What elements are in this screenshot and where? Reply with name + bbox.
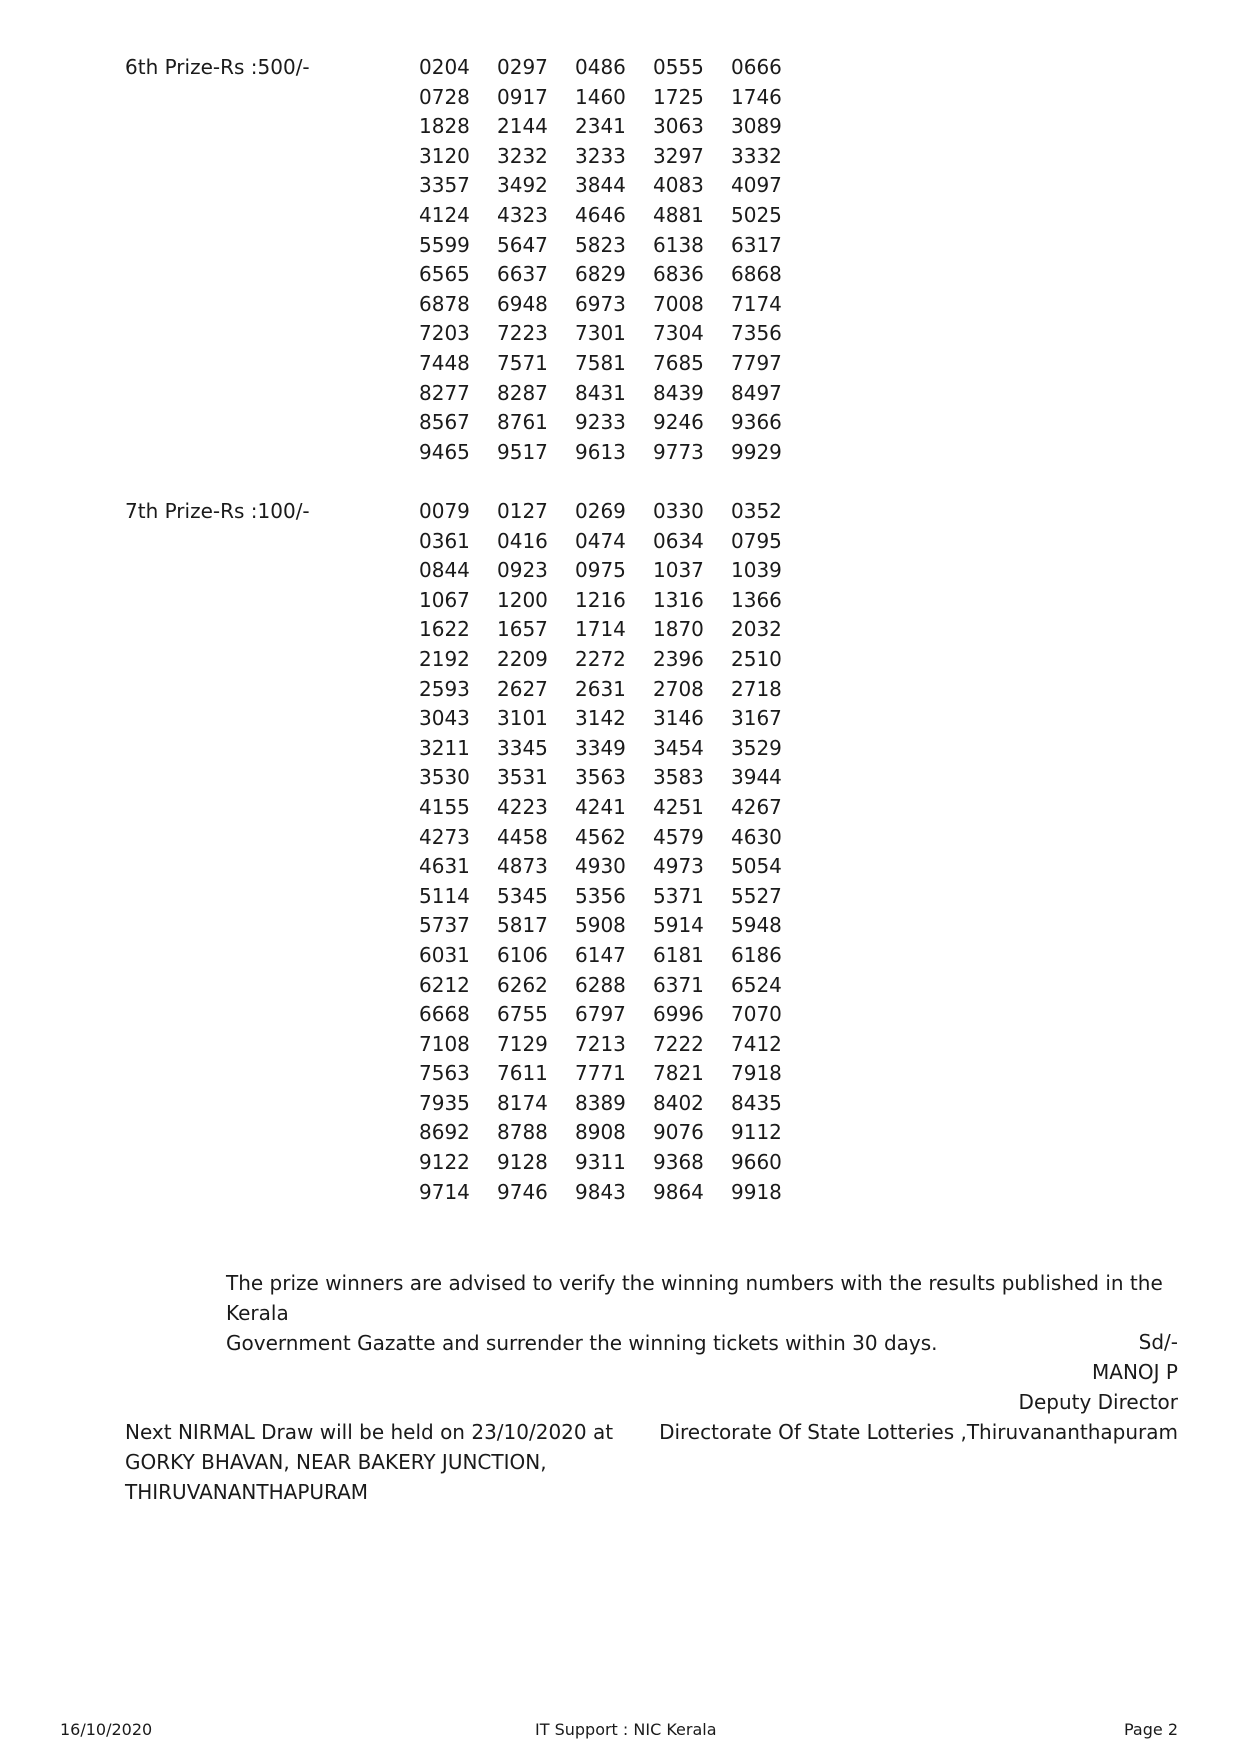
winning-number: 8788 — [497, 1120, 548, 1145]
number-row — [419, 675, 809, 705]
winning-number: 6836 — [653, 262, 704, 287]
winning-number: 1039 — [731, 558, 782, 583]
winning-number: 3089 — [731, 114, 782, 139]
winning-number: 0923 — [497, 558, 548, 583]
winning-number: 9233 — [575, 410, 626, 435]
winning-number: 0352 — [731, 499, 782, 523]
winning-number: 8431 — [575, 380, 626, 405]
winning-number: 1200 — [497, 587, 548, 612]
number-row — [419, 941, 809, 971]
winning-number: 5527 — [731, 883, 782, 908]
winning-number: 7611 — [497, 1061, 548, 1086]
winning-number: 9918 — [731, 1179, 782, 1204]
winning-number: 6948 — [497, 291, 548, 316]
winning-number: 0204 — [419, 55, 470, 79]
winning-number: 0634 — [653, 528, 704, 553]
winning-numbers-grid — [419, 497, 809, 1207]
winning-number: 7222 — [653, 1031, 704, 1056]
winning-number: 4155 — [419, 794, 470, 819]
number-row — [419, 260, 809, 290]
winning-number: 9613 — [575, 439, 626, 464]
winning-number: 6106 — [497, 942, 548, 967]
signature-sd: Sd/- — [1138, 1330, 1178, 1354]
winning-number: 9746 — [497, 1179, 548, 1204]
winning-number: 4267 — [731, 794, 782, 819]
footer-page-number: Page 2 — [1124, 1720, 1178, 1739]
winning-number: 1460 — [575, 84, 626, 109]
winning-number: 4241 — [575, 794, 626, 819]
winning-number: 3120 — [419, 143, 470, 168]
winning-number: 5823 — [575, 232, 626, 257]
number-row — [419, 704, 809, 734]
winning-number: 3563 — [575, 765, 626, 790]
winning-number: 8435 — [731, 1090, 782, 1115]
winning-number: 8277 — [419, 380, 470, 405]
winning-number: 5025 — [731, 202, 782, 227]
winning-number: 6371 — [653, 972, 704, 997]
winning-number: 3232 — [497, 143, 548, 168]
winning-number: 7821 — [653, 1061, 704, 1086]
winning-number: 1725 — [653, 84, 704, 109]
winning-number: 7356 — [731, 321, 782, 346]
number-row — [419, 852, 809, 882]
winning-number: 3529 — [731, 735, 782, 760]
number-row — [419, 1148, 809, 1178]
winning-number: 7213 — [575, 1031, 626, 1056]
number-row — [419, 1000, 809, 1030]
number-row — [419, 290, 809, 320]
winning-number: 2144 — [497, 114, 548, 139]
prize-label: 6th Prize-Rs :500/- — [125, 55, 310, 79]
number-row — [419, 586, 809, 616]
winning-number: 1828 — [419, 114, 470, 139]
winning-number: 6147 — [575, 942, 626, 967]
signatory-designation: Deputy Director — [1018, 1390, 1178, 1414]
winning-number: 7008 — [653, 291, 704, 316]
number-row — [419, 231, 809, 261]
winning-number: 5914 — [653, 913, 704, 938]
winning-number: 9465 — [419, 439, 470, 464]
number-row — [419, 438, 809, 468]
winning-number: 6288 — [575, 972, 626, 997]
winning-number: 3297 — [653, 143, 704, 168]
winning-number: 1870 — [653, 617, 704, 642]
winning-number: 6565 — [419, 262, 470, 287]
winning-number: 4881 — [653, 202, 704, 227]
winning-number: 0975 — [575, 558, 626, 583]
winning-number: 0666 — [731, 55, 782, 79]
winning-number: 8287 — [497, 380, 548, 405]
winning-number: 5737 — [419, 913, 470, 938]
winning-numbers-grid — [419, 53, 809, 467]
winning-number: 9368 — [653, 1150, 704, 1175]
winning-number: 9366 — [731, 410, 782, 435]
number-row — [419, 527, 809, 557]
winning-number: 0728 — [419, 84, 470, 109]
number-row — [419, 112, 809, 142]
number-row — [419, 408, 809, 438]
signatory-office: Directorate Of State Lotteries ,Thiruvananthapuram — [659, 1420, 1178, 1444]
winning-number: 2708 — [653, 676, 704, 701]
winning-number: 1037 — [653, 558, 704, 583]
next-draw-info — [125, 1417, 613, 1507]
winning-number: 6996 — [653, 1002, 704, 1027]
winning-number: 8692 — [419, 1120, 470, 1145]
winning-number: 7304 — [653, 321, 704, 346]
winning-number: 2718 — [731, 676, 782, 701]
winning-number: 9112 — [731, 1120, 782, 1145]
winning-number: 4973 — [653, 854, 704, 879]
winning-number: 3583 — [653, 765, 704, 790]
winning-number: 0330 — [653, 499, 704, 523]
winning-number: 0917 — [497, 84, 548, 109]
winning-number: 7685 — [653, 350, 704, 375]
number-row — [419, 379, 809, 409]
winning-number: 3063 — [653, 114, 704, 139]
winning-number: 0297 — [497, 55, 548, 79]
number-row — [419, 349, 809, 379]
winning-number: 5356 — [575, 883, 626, 908]
number-row — [419, 83, 809, 113]
next-draw-venue: GORKY BHAVAN, NEAR BAKERY JUNCTION, — [125, 1450, 547, 1474]
number-row — [419, 556, 809, 586]
winning-number: 9246 — [653, 410, 704, 435]
winning-number: 4646 — [575, 202, 626, 227]
winning-number: 6317 — [731, 232, 782, 257]
winning-number: 7108 — [419, 1031, 470, 1056]
winning-number: 5948 — [731, 913, 782, 938]
footer-date: 16/10/2020 — [60, 1720, 153, 1739]
winning-number: 9714 — [419, 1179, 470, 1204]
winning-number: 3211 — [419, 735, 470, 760]
winning-number: 7203 — [419, 321, 470, 346]
winning-number: 7301 — [575, 321, 626, 346]
winning-number: 0474 — [575, 528, 626, 553]
number-row — [419, 734, 809, 764]
winning-number: 8497 — [731, 380, 782, 405]
signatory-name: MANOJ P — [1092, 1360, 1178, 1384]
winning-number: 7223 — [497, 321, 548, 346]
winning-number: 7771 — [575, 1061, 626, 1086]
winning-number: 4562 — [575, 824, 626, 849]
winning-number: 0555 — [653, 55, 704, 79]
winning-number: 4124 — [419, 202, 470, 227]
number-row — [419, 823, 809, 853]
winning-number: 4251 — [653, 794, 704, 819]
winning-number: 3844 — [575, 173, 626, 198]
winning-number: 6973 — [575, 291, 626, 316]
number-row — [419, 497, 809, 527]
signature-block — [659, 1327, 1178, 1447]
winning-number: 7797 — [731, 350, 782, 375]
winning-number: 6212 — [419, 972, 470, 997]
winning-number: 1067 — [419, 587, 470, 612]
winning-number: 6637 — [497, 262, 548, 287]
winning-number: 8389 — [575, 1090, 626, 1115]
winning-number: 9929 — [731, 439, 782, 464]
winning-number: 1657 — [497, 617, 548, 642]
winning-number: 1622 — [419, 617, 470, 642]
winning-number: 9076 — [653, 1120, 704, 1145]
winning-number: 2272 — [575, 646, 626, 671]
number-row — [419, 1178, 809, 1208]
winning-number: 7918 — [731, 1061, 782, 1086]
winning-number: 9843 — [575, 1179, 626, 1204]
winning-number: 0361 — [419, 528, 470, 553]
notice-line: Government Gazatte and surrender the winning tickets within 30 days. — [226, 1331, 938, 1355]
winning-number: 3345 — [497, 735, 548, 760]
winning-number: 3531 — [497, 765, 548, 790]
winning-number: 2593 — [419, 676, 470, 701]
winning-number: 5908 — [575, 913, 626, 938]
winning-number: 9128 — [497, 1150, 548, 1175]
winning-number: 1316 — [653, 587, 704, 612]
winning-number: 2341 — [575, 114, 626, 139]
winning-number: 3332 — [731, 143, 782, 168]
winning-number: 0079 — [419, 499, 470, 523]
winning-number: 3043 — [419, 706, 470, 731]
winning-number: 3167 — [731, 706, 782, 731]
winning-number: 9311 — [575, 1150, 626, 1175]
winning-number: 9773 — [653, 439, 704, 464]
winning-number: 5371 — [653, 883, 704, 908]
number-row — [419, 882, 809, 912]
winning-number: 0844 — [419, 558, 470, 583]
winning-number: 3454 — [653, 735, 704, 760]
number-row — [419, 971, 809, 1001]
winning-number: 4873 — [497, 854, 548, 879]
winning-number: 6829 — [575, 262, 626, 287]
winning-number: 0795 — [731, 528, 782, 553]
winning-number: 6755 — [497, 1002, 548, 1027]
winning-number: 6668 — [419, 1002, 470, 1027]
winning-number: 2396 — [653, 646, 704, 671]
winning-number: 6138 — [653, 232, 704, 257]
winning-number: 0127 — [497, 499, 548, 523]
number-row — [419, 615, 809, 645]
winning-number: 3530 — [419, 765, 470, 790]
footer-support: IT Support : NIC Kerala — [535, 1720, 717, 1739]
winning-number: 5647 — [497, 232, 548, 257]
winning-number: 3357 — [419, 173, 470, 198]
winning-number: 6186 — [731, 942, 782, 967]
winning-number: 7129 — [497, 1031, 548, 1056]
number-row — [419, 793, 809, 823]
winning-number: 6181 — [653, 942, 704, 967]
number-row — [419, 53, 809, 83]
winning-number: 7412 — [731, 1031, 782, 1056]
number-row — [419, 911, 809, 941]
winning-number: 8908 — [575, 1120, 626, 1145]
next-draw-line: Next NIRMAL Draw will be held on 23/10/2020 at — [125, 1420, 614, 1444]
winning-number: 4458 — [497, 824, 548, 849]
number-row — [419, 201, 809, 231]
winning-number: 9517 — [497, 439, 548, 464]
winning-number: 4323 — [497, 202, 548, 227]
number-row — [419, 645, 809, 675]
winning-number: 7174 — [731, 291, 782, 316]
winning-number: 8439 — [653, 380, 704, 405]
prize-label: 7th Prize-Rs :100/- — [125, 499, 310, 523]
number-row — [419, 1059, 809, 1089]
winning-number: 6031 — [419, 942, 470, 967]
winning-number: 6524 — [731, 972, 782, 997]
winning-number: 8174 — [497, 1090, 548, 1115]
winning-number: 2631 — [575, 676, 626, 701]
winning-number: 8402 — [653, 1090, 704, 1115]
winning-number: 6262 — [497, 972, 548, 997]
winning-number: 8761 — [497, 410, 548, 435]
winning-number: 3233 — [575, 143, 626, 168]
number-row — [419, 1030, 809, 1060]
winning-number: 8567 — [419, 410, 470, 435]
winning-number: 1714 — [575, 617, 626, 642]
winning-number: 4630 — [731, 824, 782, 849]
winning-number: 4930 — [575, 854, 626, 879]
winning-number: 5054 — [731, 854, 782, 879]
number-row — [419, 1118, 809, 1148]
winning-number: 7571 — [497, 350, 548, 375]
winning-number: 4097 — [731, 173, 782, 198]
winning-number: 5817 — [497, 913, 548, 938]
winning-number: 1216 — [575, 587, 626, 612]
number-row — [419, 763, 809, 793]
next-draw-city: THIRUVANANTHAPURAM — [125, 1480, 369, 1504]
winning-number: 4223 — [497, 794, 548, 819]
winning-number: 2032 — [731, 617, 782, 642]
winning-number: 3101 — [497, 706, 548, 731]
winning-number: 9864 — [653, 1179, 704, 1204]
notice-line: The prize winners are advised to verify the winning numbers with the results published in the Kerala — [226, 1271, 1163, 1325]
winning-number: 2192 — [419, 646, 470, 671]
winning-number: 6797 — [575, 1002, 626, 1027]
winning-number: 5599 — [419, 232, 470, 257]
winning-number: 9122 — [419, 1150, 470, 1175]
winning-number: 5114 — [419, 883, 470, 908]
winning-number: 4631 — [419, 854, 470, 879]
winning-number: 3944 — [731, 765, 782, 790]
winning-number: 4579 — [653, 824, 704, 849]
winning-number: 6878 — [419, 291, 470, 316]
number-row — [419, 319, 809, 349]
winning-number: 7070 — [731, 1002, 782, 1027]
winning-number: 6868 — [731, 262, 782, 287]
number-row — [419, 171, 809, 201]
winning-number: 1366 — [731, 587, 782, 612]
winning-number: 1746 — [731, 84, 782, 109]
winning-number: 2209 — [497, 646, 548, 671]
number-row — [419, 142, 809, 172]
winning-number: 9660 — [731, 1150, 782, 1175]
winning-number: 0269 — [575, 499, 626, 523]
winning-number: 0486 — [575, 55, 626, 79]
number-row — [419, 1089, 809, 1119]
winning-number: 7935 — [419, 1090, 470, 1115]
winning-number: 3349 — [575, 735, 626, 760]
winning-number: 7448 — [419, 350, 470, 375]
winning-number: 7581 — [575, 350, 626, 375]
winning-number: 4083 — [653, 173, 704, 198]
winning-number: 4273 — [419, 824, 470, 849]
winning-number: 5345 — [497, 883, 548, 908]
winning-number: 7563 — [419, 1061, 470, 1086]
winning-number: 3492 — [497, 173, 548, 198]
winning-number: 2627 — [497, 676, 548, 701]
winning-number: 3142 — [575, 706, 626, 731]
winning-number: 3146 — [653, 706, 704, 731]
winning-number: 0416 — [497, 528, 548, 553]
winning-number: 2510 — [731, 646, 782, 671]
